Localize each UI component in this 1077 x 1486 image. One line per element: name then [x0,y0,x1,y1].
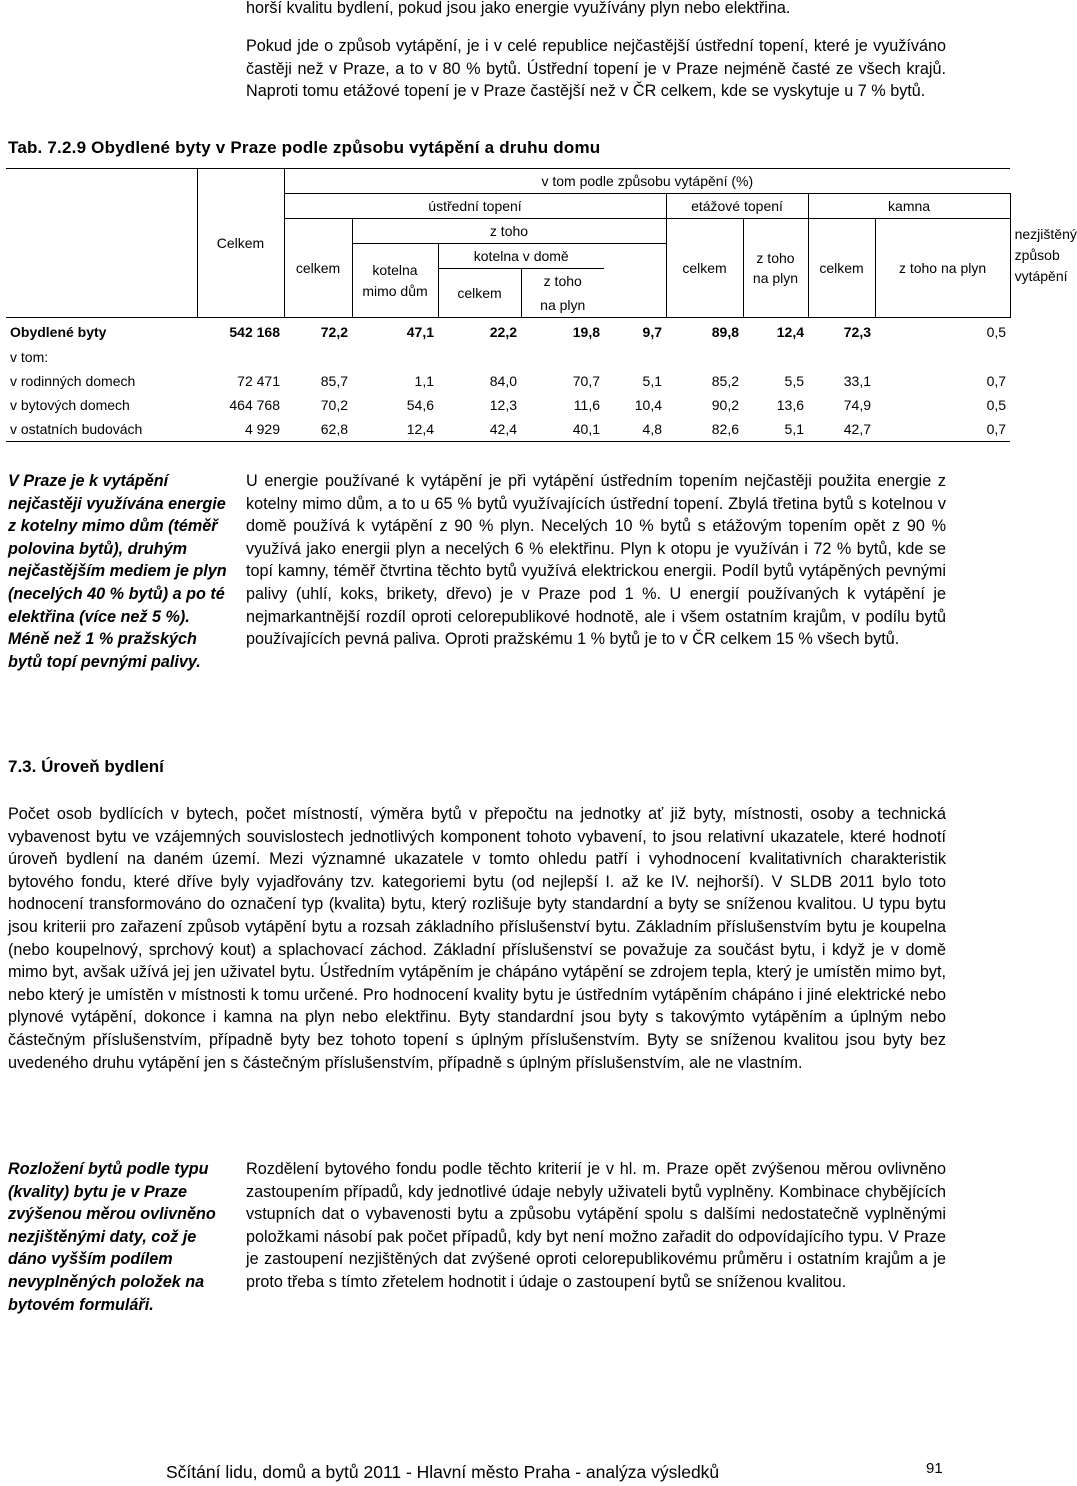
header-kvd-celkem: celkem [438,269,521,318]
table-caption: Tab. 7.2.9 Obydlené byty v Praze podle způsobu vytápění a druhu domu [8,138,601,157]
cell: 542 168 [197,318,284,346]
table-row [6,345,1010,369]
cell: 47,1 [352,318,438,346]
header-kamna: kamna [808,194,1010,219]
row-label: v bytových domech [10,397,130,413]
cell: 82,6 [666,417,743,442]
cell: 42,7 [808,417,875,442]
cell: 13,6 [776,397,804,413]
cell: 72 471 [237,373,280,389]
table-row [6,318,1010,346]
header-etazove: etážové topení [666,194,808,219]
cell: 90,2 [711,397,739,413]
header-group-top: v tom podle způsobu vytápění (%) [284,169,1010,194]
cell: 10,4 [634,397,662,413]
cell: 12,3 [489,397,517,413]
intro-paragraph: Pokud jde o způsob vytápění, je i v celé republice nejčastější ústřední topení, které je využíváno častěji než v Praze, a to v 80 % bytů. Ústřední topení je v Praze nejméně časté ze všech krajů. Naproti tomu etážové topení je v Praze častější než v ČR celkem, kde se vyskytuje u 7 % bytů. [246,37,946,101]
table-row [6,393,1010,417]
cell: 0,5 [986,397,1007,413]
cell: 5,1 [743,417,808,442]
cell: 54,6 [406,397,434,413]
cell: 5,1 [642,373,662,389]
cell: 84,0 [489,373,517,389]
cell: 0,7 [986,373,1007,389]
cell: 11,6 [573,397,600,413]
cell: 85,7 [320,373,348,389]
header-ust-z-toho: z toho [352,219,666,244]
header-kam-celkem: celkem [808,219,875,318]
header-kvd-na-plyn: na plyn [521,293,604,318]
section-paragraph: Počet osob bydlících v bytech, počet místností, výměra bytů v přepočtu na jednotky ať již byty, místnosti, osoby a technická vybavenost bytu ve vzájemných souvislostech jednotlivých komponent tohoto vybavení, to jsou relativní ukazatele, které hodnotí úroveň bydlení na daném území. Mezi významné ukazatele v tomto ohledu patří i vyhodnocení kvalitativních charakteristik bytového fondu, které dříve byly vyjadřovány tzv. kategoriemi bytu (od nejlepší I. až ke IV. nejhorší). V SLDB 2011 bylo toto hodnocení transformováno do označení typ (kvalita) bytu, který rozlišuje byty standardní a byty se sníženou kvalitou. U typu bytu jsou kriterii pro zařazení způsob vytápění bytu a rozsah základního příslušenství bytu. Základním příslušenstvím bytu je koupelna (nebo koupelnový, sprchový kout) a splachovací záchod. Základní příslušenství se považuje za součást bytu, i když je v domě mimo byt, avšak užívá jej jen uživatel bytu. Ústředním vytápěním je chápáno vytápění se zdrojem tepla, který je umístěn mimo byt, nebo který je umístěn v místnosti k tomu určené. Pro hodnocení kvality bytu je ústředním vytápěním chápáno i jiné elektrické nebo plynové vytápění, dokonce i kamna na plyn nebo elektřinu. Byty standardní jsou byty s takovýmto vytápěním a úplným nebo částečným příslušenstvím, případně byty bez tohoto topení s úplným příslušenstvím. Byty se sníženou kvalitou jsou byty bez uvedeného druhu vytápění jen s částečným příslušenstvím, případně s úplným příslušenstvím, ale ne vlastním. [8,805,946,1072]
cell: 5,5 [784,373,804,389]
cell: 9,7 [604,318,666,346]
cell: 70,7 [572,373,600,389]
cell: 85,2 [711,373,739,389]
header-eta-plyn: z toho na plyn [743,219,808,318]
table-row [6,417,1010,442]
table-row [6,369,1010,393]
header-kotelna-v-dome: kotelna v domě [438,244,604,269]
row-label: v tom: [10,349,49,365]
row-label: Obydlené byty [6,318,197,346]
cell: 0,7 [875,417,1010,442]
side-note-heating: V Praze je k vytápění nejčastěji využívána energie z kotelny mimo dům (téměř polovina bytů), druhým nejčastějším mediem je plyn (necelých 40 % bytů) a po té elektřina (více než 5 %). Méně než 1 % pražských bytů topí pevnými palivy. [8,472,227,671]
heating-table: Celkem v tom podle způsobu vytápění (%) ústřední topení etážové topení kamna nezjištěný způsob vytápění celkem z toho celkem z toho na plyn celkem z toho na plyn kotelna mimo dům kotelna v domě celkem z toho na plyn Obydlené byty 542 168 72,2 47,1 22,2 19,8 9,7 89,8 12,4 72,3 0,5 v tom: v rodinných domech 72 471 85,7 1,1 84,0 70,7 5,1 85,2 5,5 33,1 0,7 v bytových domech 464 768 70,2 54,6 12,3 11,6 10,4 90,2 13,6 74,9 0,5 v ostatních budovách 4 929 62,8 12,4 42,4 40,1 4,8 82,6 5,1 42,7 0,7 [6,168,1010,442]
cell: 70,2 [320,397,348,413]
header-ust-celkem: celkem [284,219,352,318]
header-kvd-z-toho: z toho [521,269,604,294]
cell: 72,2 [284,318,352,346]
quality-paragraph: Rozdělení bytového fondu podle těchto kriterií je v hl. m. Praze opět zvýšenou měrou ovlivněno zastoupením případů, kdy jednotlivé údaje nebyly uživateli bytů vyplněny. Kombinace chybějících vstupních dat o vybavenosti bytu a způsobu vytápění spolu s dalšími nedostatečně vyplněnými položkami násobí pak počet případů, kdy byt není možno zařadit do odpovídajícího typu. V Praze je zastoupení nezjištěných dat zvýšené oproti celorepublikovému průměru i ostatním krajům a je proto třeba s tímto zřetelem hodnotit i údaje o zastoupení bytů se sníženou kvalitou. [246,1160,946,1291]
cell: 464 768 [229,397,280,413]
cell: 40,1 [521,417,604,442]
cell: 89,8 [666,318,743,346]
section-title: 7.3. Úroveň bydlení [8,757,164,776]
cell: 19,8 [521,318,604,346]
cell: 22,2 [438,318,521,346]
header-kotelna-mimo: kotelna mimo dům [352,244,438,318]
footer-title: Sčítání lidu, domů a bytů 2011 - Hlavní město Praha - analýza výsledků [166,1462,720,1482]
row-label: v ostatních budovách [6,417,197,442]
cell: 12,4 [352,417,438,442]
header-kam-plyn: z toho na plyn [875,219,1010,318]
heating-energy-paragraph: U energie používané k vytápění je při vytápění ústředním topením nejčastěji použita energie z kotelny mimo dům, a to u 65 % bytů využívajících ústřední topení. Zbylá třetina bytů s kotelnou v domě používá k vytápění z 90 % plyn. Necelých 10 % bytů s etážovým topením opět z 90 % využívá jako energii plyn a necelých 6 % elektřinu. Plyn k otopu je využíván i 72 % bytů, kde se topí kamny, téměř čtvrtina těchto bytů využívá elektrickou energii. Podíl bytů vytápěných pevnými palivy (uhlí, koks, brikety, dřevo) je v Praze pod 1 %. U energií používaných k vytápění je nejmarkantnější rozdíl oproti celorepublikové hodnotě, ale i všem ostatním krajům, v podílu bytů používajících pevná paliva. Oproti pražskému 1 % bytů je to v ČR celkem 15 % všech bytů. [246,472,946,649]
header-ustredni: ústřední topení [284,194,666,219]
cell: 33,1 [843,373,871,389]
intro-first-line: horší kvalitu bydlení, pokud jsou jako energie využívány plyn nebo elektřina. [246,0,791,17]
cell: 42,4 [438,417,521,442]
header-eta-celkem: celkem [666,219,743,318]
row-label: v rodinných domech [10,373,136,389]
cell: 4,8 [604,417,666,442]
cell: 62,8 [284,417,352,442]
side-note-quality: Rozložení bytů podle typu (kvality) bytu je v Praze zvýšenou měrou ovlivněno nezjištěnými daty, což je dáno vyšším podílem nevyplněných položek na bytovém formuláři. [8,1160,216,1314]
cell: 1,1 [414,373,434,389]
cell: 0,5 [875,318,1010,346]
cell: 72,3 [808,318,875,346]
cell: 74,9 [843,397,871,413]
cell: 12,4 [743,318,808,346]
cell: 4 929 [197,417,284,442]
page-number: 91 [926,1460,943,1477]
header-celkem-main: Celkem [197,169,284,318]
